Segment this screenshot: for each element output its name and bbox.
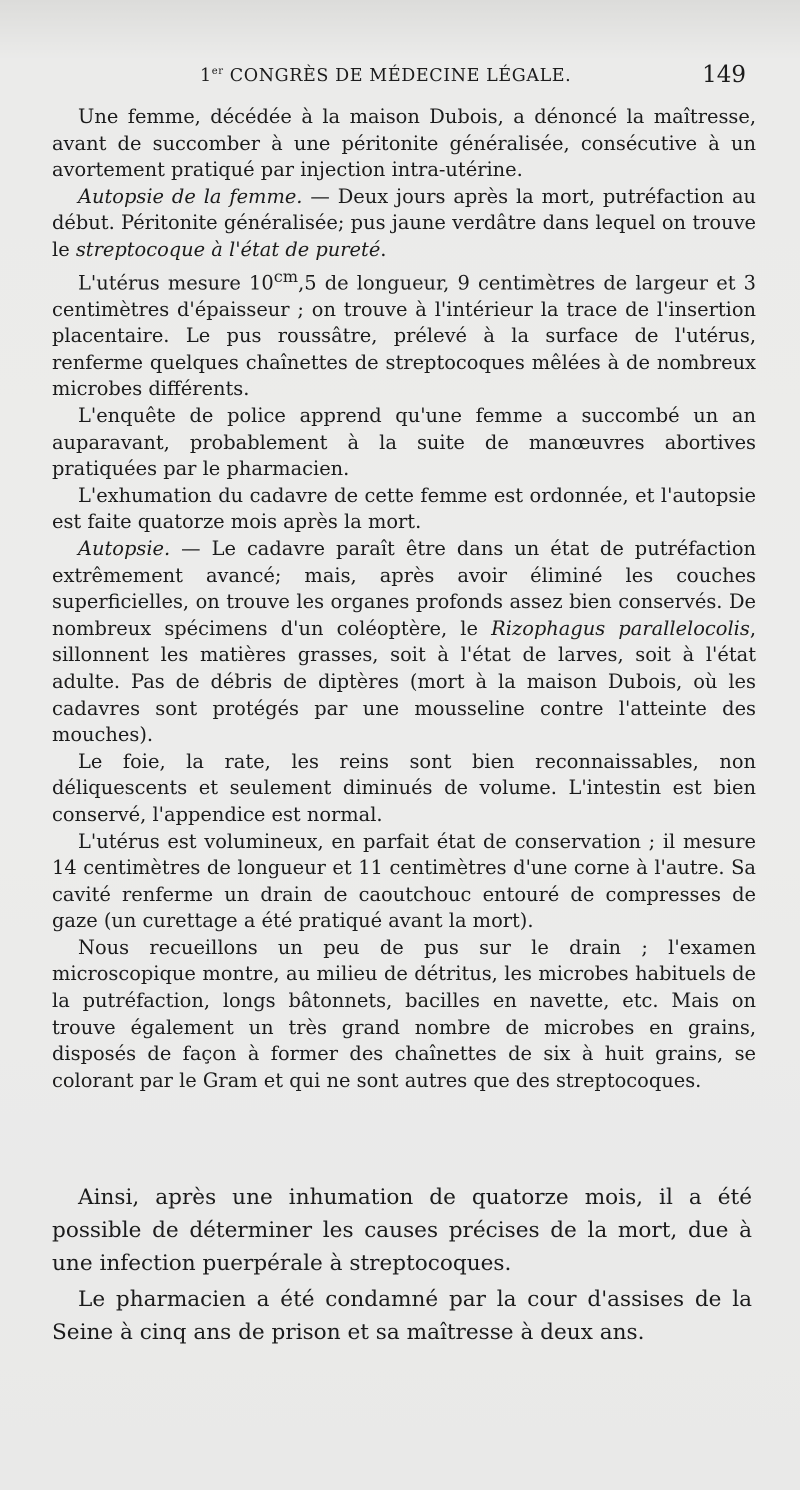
conclusion-2 <box>52 1283 752 1349</box>
body-text <box>52 104 756 1094</box>
section-label: Autopsie de la femme. <box>78 184 303 208</box>
paragraph-uterus-measure: L'utérus mesure $10^{cm},5$ de longueur, 9 centimètres de largeur et 3 centimètres d'épaisseur ; on trouve à l'intérieur la trace de l'insertion placentaire. Le pus roussâtre, prélevé à la surface de l'utérus, renferme quelques chaînettes de streptocoques mêlées à de nombreux microbes différents. <box>52 266 756 401</box>
paragraph-police-inquiry: L'enquête de police apprend qu'une femme a succombé un an auparavant, probablement à la suite de manœuvres abortives pratiquées par le pharmacien. <box>52 404 756 481</box>
page-header <box>52 60 752 94</box>
paragraph-autopsy: Autopsie. — Le cadavre paraît être dans un état de putréfaction extrêmement avancé; mais, après avoir éliminé les couches superficielles, on trouve les organes profonds assez bien conservés. De nombreux spécimens d'un coléoptère, le Rizophagus parallelocolis, sillonnent les matières grasses, soit à l'état de larves, soit à l'état adulte. Pas de débris de diptères (mort à la maison Dubois, où les cadavres sont protégés par une mousseline contre l'atteinte des mouches). <box>52 536 756 747</box>
paragraph-microscopy: Nous recueillons un peu de pus sur le drain ; l'examen microscopique montre, au milieu de détritus, les microbes habituels de la putréfaction, longs bâtonnets, bacilles en navette, etc. Mais on trouve également un très grand nombre de microbes en grains, disposés de façon à former des chaînettes de six à huit grains, se colorant par le Gram et qui ne sont autres que des streptocoques. <box>52 935 756 1092</box>
paragraph-autopsy-woman: Autopsie de la femme. — Deux jours après la mort, putréfaction au début. Péritonite généralisée; pus jaune verdâtre dans lequel on trouve le streptocoque à l'état de pureté. <box>52 184 756 261</box>
paragraph-uterus-volume: L'utérus est volumineux, en parfait état de conservation ; il mesure 14 centimètres de longueur et 11 centimètres d'une corne à l'autre. Sa cavité renferme un drain de caoutchouc entouré de compresses de gaze (un curettage a été pratiqué avant la mort). <box>52 829 756 933</box>
paragraph-exhumation: L'exhumation du cadavre de cette femme est ordonnée, et l'autopsie est faite quatorze mois après la mort. <box>52 483 756 534</box>
paragraph-conclusion: Ainsi, après une inhumation de quatorze mois, il a été possible de déterminer les causes précises de la mort, due à une infection puerpérale à streptocoques. <box>52 1185 752 1276</box>
paragraph-denunciation: Une femme, décédée à la maison Dubois, a dénoncé la maîtresse, avant de succomber à une péritonite généralisée, consécutive à un avortement pratiqué par injection intra-utérine. <box>52 105 756 182</box>
page-number: 149 <box>702 62 746 88</box>
section-label: Autopsie. <box>78 536 171 560</box>
paragraph-organs: Le foie, la rate, les reins sont bien reconnaissables, non déliquescents et seulement diminués de volume. L'intestin est bien conservé, l'appendice est normal. <box>52 749 756 826</box>
running-title-text: CONGRÈS DE MÉDECINE LÉGALE. <box>223 66 572 86</box>
conclusion-1 <box>52 1181 752 1280</box>
paragraph-sentence: Le pharmacien a été condamné par la cour d'assises de la Seine à cinq ans de prison et sa maîtresse à deux ans. <box>52 1287 752 1345</box>
emphasis: streptocoque à l'état de pureté <box>75 237 381 261</box>
running-title <box>200 66 571 86</box>
species-name: Rizophagus parallelocolis <box>491 616 750 640</box>
running-title-superscript: er <box>211 66 224 78</box>
running-title-number: 1 <box>200 66 212 86</box>
